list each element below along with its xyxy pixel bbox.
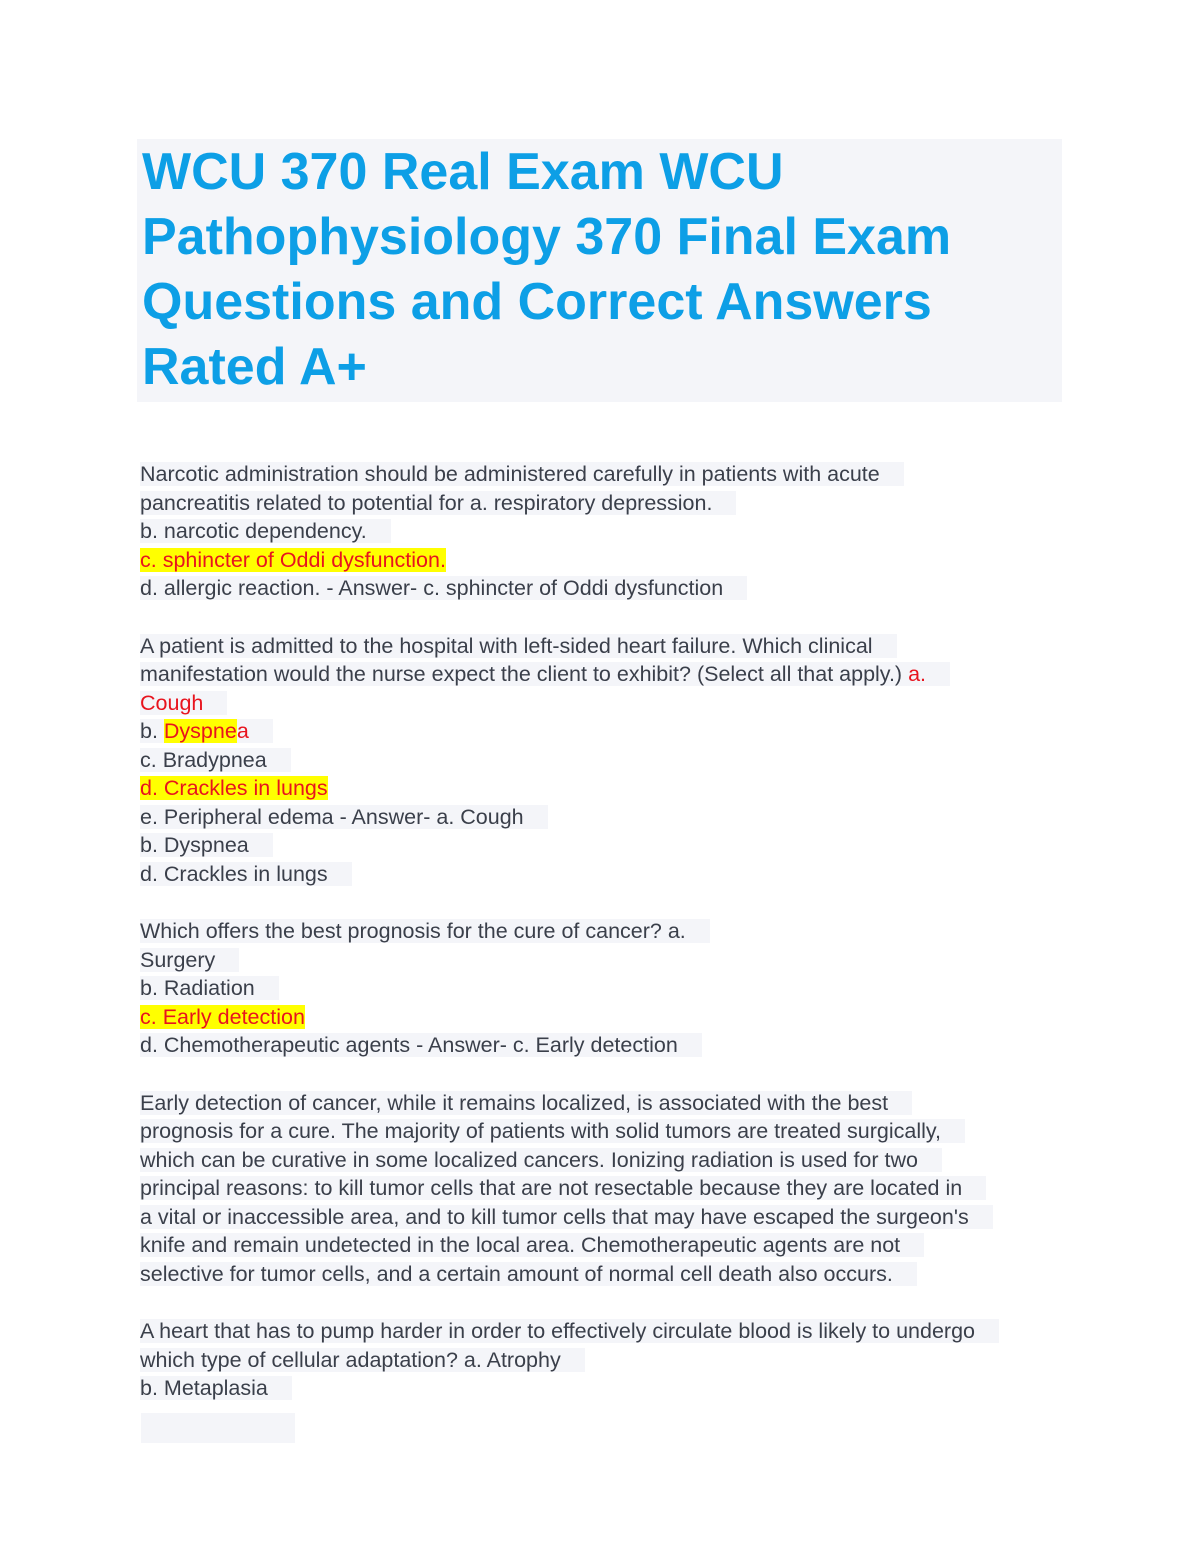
question-1-text-line-2: pancreatitis related to potential for a. respiratory depression. [140,491,736,515]
question-2-option-a: Cough [140,691,227,715]
document-title: WCU 370 Real Exam WCU Pathophysiology 370 Final Exam Questions and Correct Answers Rated A+ [142,143,952,396]
question-1 [140,460,1070,603]
question-2-option-b-prefix: b. [140,719,164,743]
explanation-line-6: knife and remain undetected in the local area. Chemotherapeutic agents are not [140,1233,924,1257]
explanation-line-5: a vital or inaccessible area, and to kill tumor cells that may have escaped the surgeon's [140,1205,993,1229]
explanation-line-3: which can be curative in some localized cancers. Ionizing radiation is used for two [140,1148,942,1172]
question-2 [140,632,1070,889]
question-3-option-b: b. Radiation [140,976,279,1000]
explanation-paragraph [140,1089,1070,1289]
question-2-answer-b: b. Dyspnea [140,833,273,857]
question-4-option-b: b. Metaplasia [140,1376,292,1400]
question-2-text-line-1: A patient is admitted to the hospital with left-sided heart failure. Which clinical [140,634,897,658]
question-4 [140,1317,1070,1403]
question-2-option-a-marker: a. [908,662,926,686]
question-1-option-c-highlighted: c. sphincter of Oddi dysfunction. [140,547,446,572]
question-4-text-line-2: which type of cellular adaptation? a. Atrophy [140,1348,585,1372]
question-3-text: Which offers the best prognosis for the cure of cancer? a. [140,919,710,943]
explanation-line-7: selective for tumor cells, and a certain amount of normal cell death also occurs. [140,1262,917,1286]
question-1-text-line-1: Narcotic administration should be administered carefully in patients with acute [140,462,904,486]
question-2-option-e-answer: e. Peripheral edema - Answer- a. Cough [140,805,548,829]
question-2-option-b-suffix: a [236,719,249,743]
question-3-option-a: Surgery [140,948,239,972]
document-body [140,460,1070,1403]
question-2-option-c: c. Bradypnea [140,748,291,772]
question-2-answer-d: d. Crackles in lungs [140,862,352,886]
question-3-option-d-answer: d. Chemotherapeutic agents - Answer- c. Early detection [140,1033,702,1057]
question-4-text-line-1: A heart that has to pump harder in order to effectively circulate blood is likely to undergo [140,1319,999,1343]
explanation-line-1: Early detection of cancer, while it remains localized, is associated with the best [140,1091,912,1115]
explanation-line-2: prognosis for a cure. The majority of patients with solid tumors are treated surgically, [140,1119,965,1143]
question-3 [140,917,1070,1060]
question-3-option-c-highlighted: c. Early detection [140,1004,305,1029]
question-2-text-line-2: manifestation would the nurse expect the client to exhibit? (Select all that apply.) [140,662,909,686]
trailing-block [141,1413,295,1443]
question-2-option-b-highlighted: Dyspne [163,719,237,743]
question-1-option-b: b. narcotic dependency. [140,519,391,543]
question-2-option-d-highlighted: d. Crackles in lungs [140,776,328,800]
question-1-option-d-answer: d. allergic reaction. - Answer- c. sphincter of Oddi dysfunction [140,576,747,600]
explanation-line-4: principal reasons: to kill tumor cells that are not resectable because they are located in [140,1176,986,1200]
